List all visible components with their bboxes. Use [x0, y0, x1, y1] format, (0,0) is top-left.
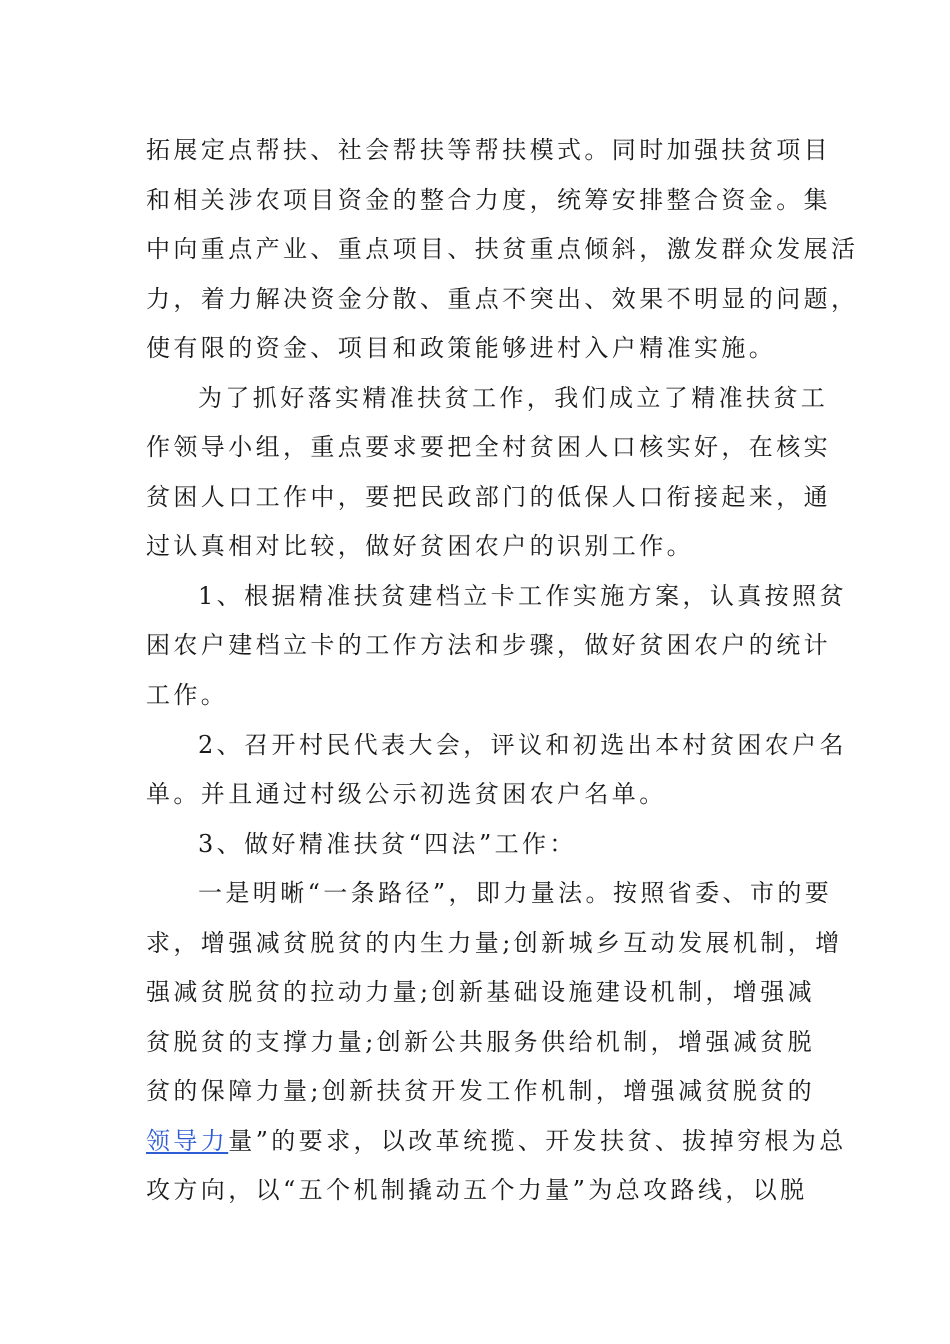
text-line: 和相关涉农项目资金的整合力度，统筹安排整合资金。集 — [146, 185, 831, 214]
paragraph-first-line: 一是明晰“一条路径”，即力量法。按照省委、市的要 — [198, 879, 833, 908]
text-line: 困农户建档立卡的工作方法和步骤，做好贫困农户的统计 — [146, 631, 831, 660]
text-line: 贫脱贫的支撑力量;创新公共服务供给机制，增强减贫脱 — [146, 1027, 816, 1056]
text-line: 求，增强减贫脱贫的内生力量;创新城乡互动发展机制，增 — [146, 928, 843, 957]
text-line: 贫的保障力量;创新扶贫开发工作机制，增强减贫脱贫的 — [146, 1077, 816, 1106]
paragraph-first-line: 为了抓好落实精准扶贫工作，我们成立了精准扶贫工 — [198, 383, 829, 412]
text-line: 过认真相对比较，做好贫困农户的识别工作。 — [146, 532, 694, 561]
text-line: 拓展定点帮扶、社会帮扶等帮扶模式。同时加强扶贫项目 — [146, 136, 831, 164]
text-line-with-link — [146, 1117, 847, 1167]
paragraph-first-line: 2、召开村民代表大会，评议和初选出本村贫困农户名 — [198, 730, 847, 759]
text-line: 工作。 — [146, 681, 229, 710]
text-line: 强减贫脱贫的拉动力量;创新基础设施建设机制，增强减 — [146, 978, 816, 1007]
paragraph-first-line: 3、做好精准扶贫“四法”工作： — [198, 829, 577, 858]
text-line: 作领导小组，重点要求要把全村贫困人口核实好，在核实 — [146, 433, 831, 462]
text-line: 攻方向，以“五个机制撬动五个力量”为总攻路线，以脱 — [146, 1176, 808, 1205]
hyperlink-leadership[interactable]: 领导力 — [146, 1126, 229, 1155]
text-line: 使有限的资金、项目和政策能够进村入户精准实施。 — [146, 334, 777, 363]
text-line: 中向重点产业、重点项目、扶贫重点倾斜，激发群众发展活 — [146, 235, 859, 264]
text-span: 量”的要求，以改革统揽、开发扶贫、拔掉穷根为总 — [228, 1126, 847, 1155]
text-line: 力，着力解决资金分散、重点不突出、效果不明显的问题， — [146, 284, 859, 313]
text-line: 贫困人口工作中，要把民政部门的低保人口衔接起来，通 — [146, 482, 831, 511]
document-body — [146, 126, 859, 1216]
text-line: 单。并且通过村级公示初选贫困农户名单。 — [146, 780, 667, 809]
paragraph-first-line: 1、根据精准扶贫建档立卡工作实施方案，认真按照贫 — [198, 581, 847, 610]
